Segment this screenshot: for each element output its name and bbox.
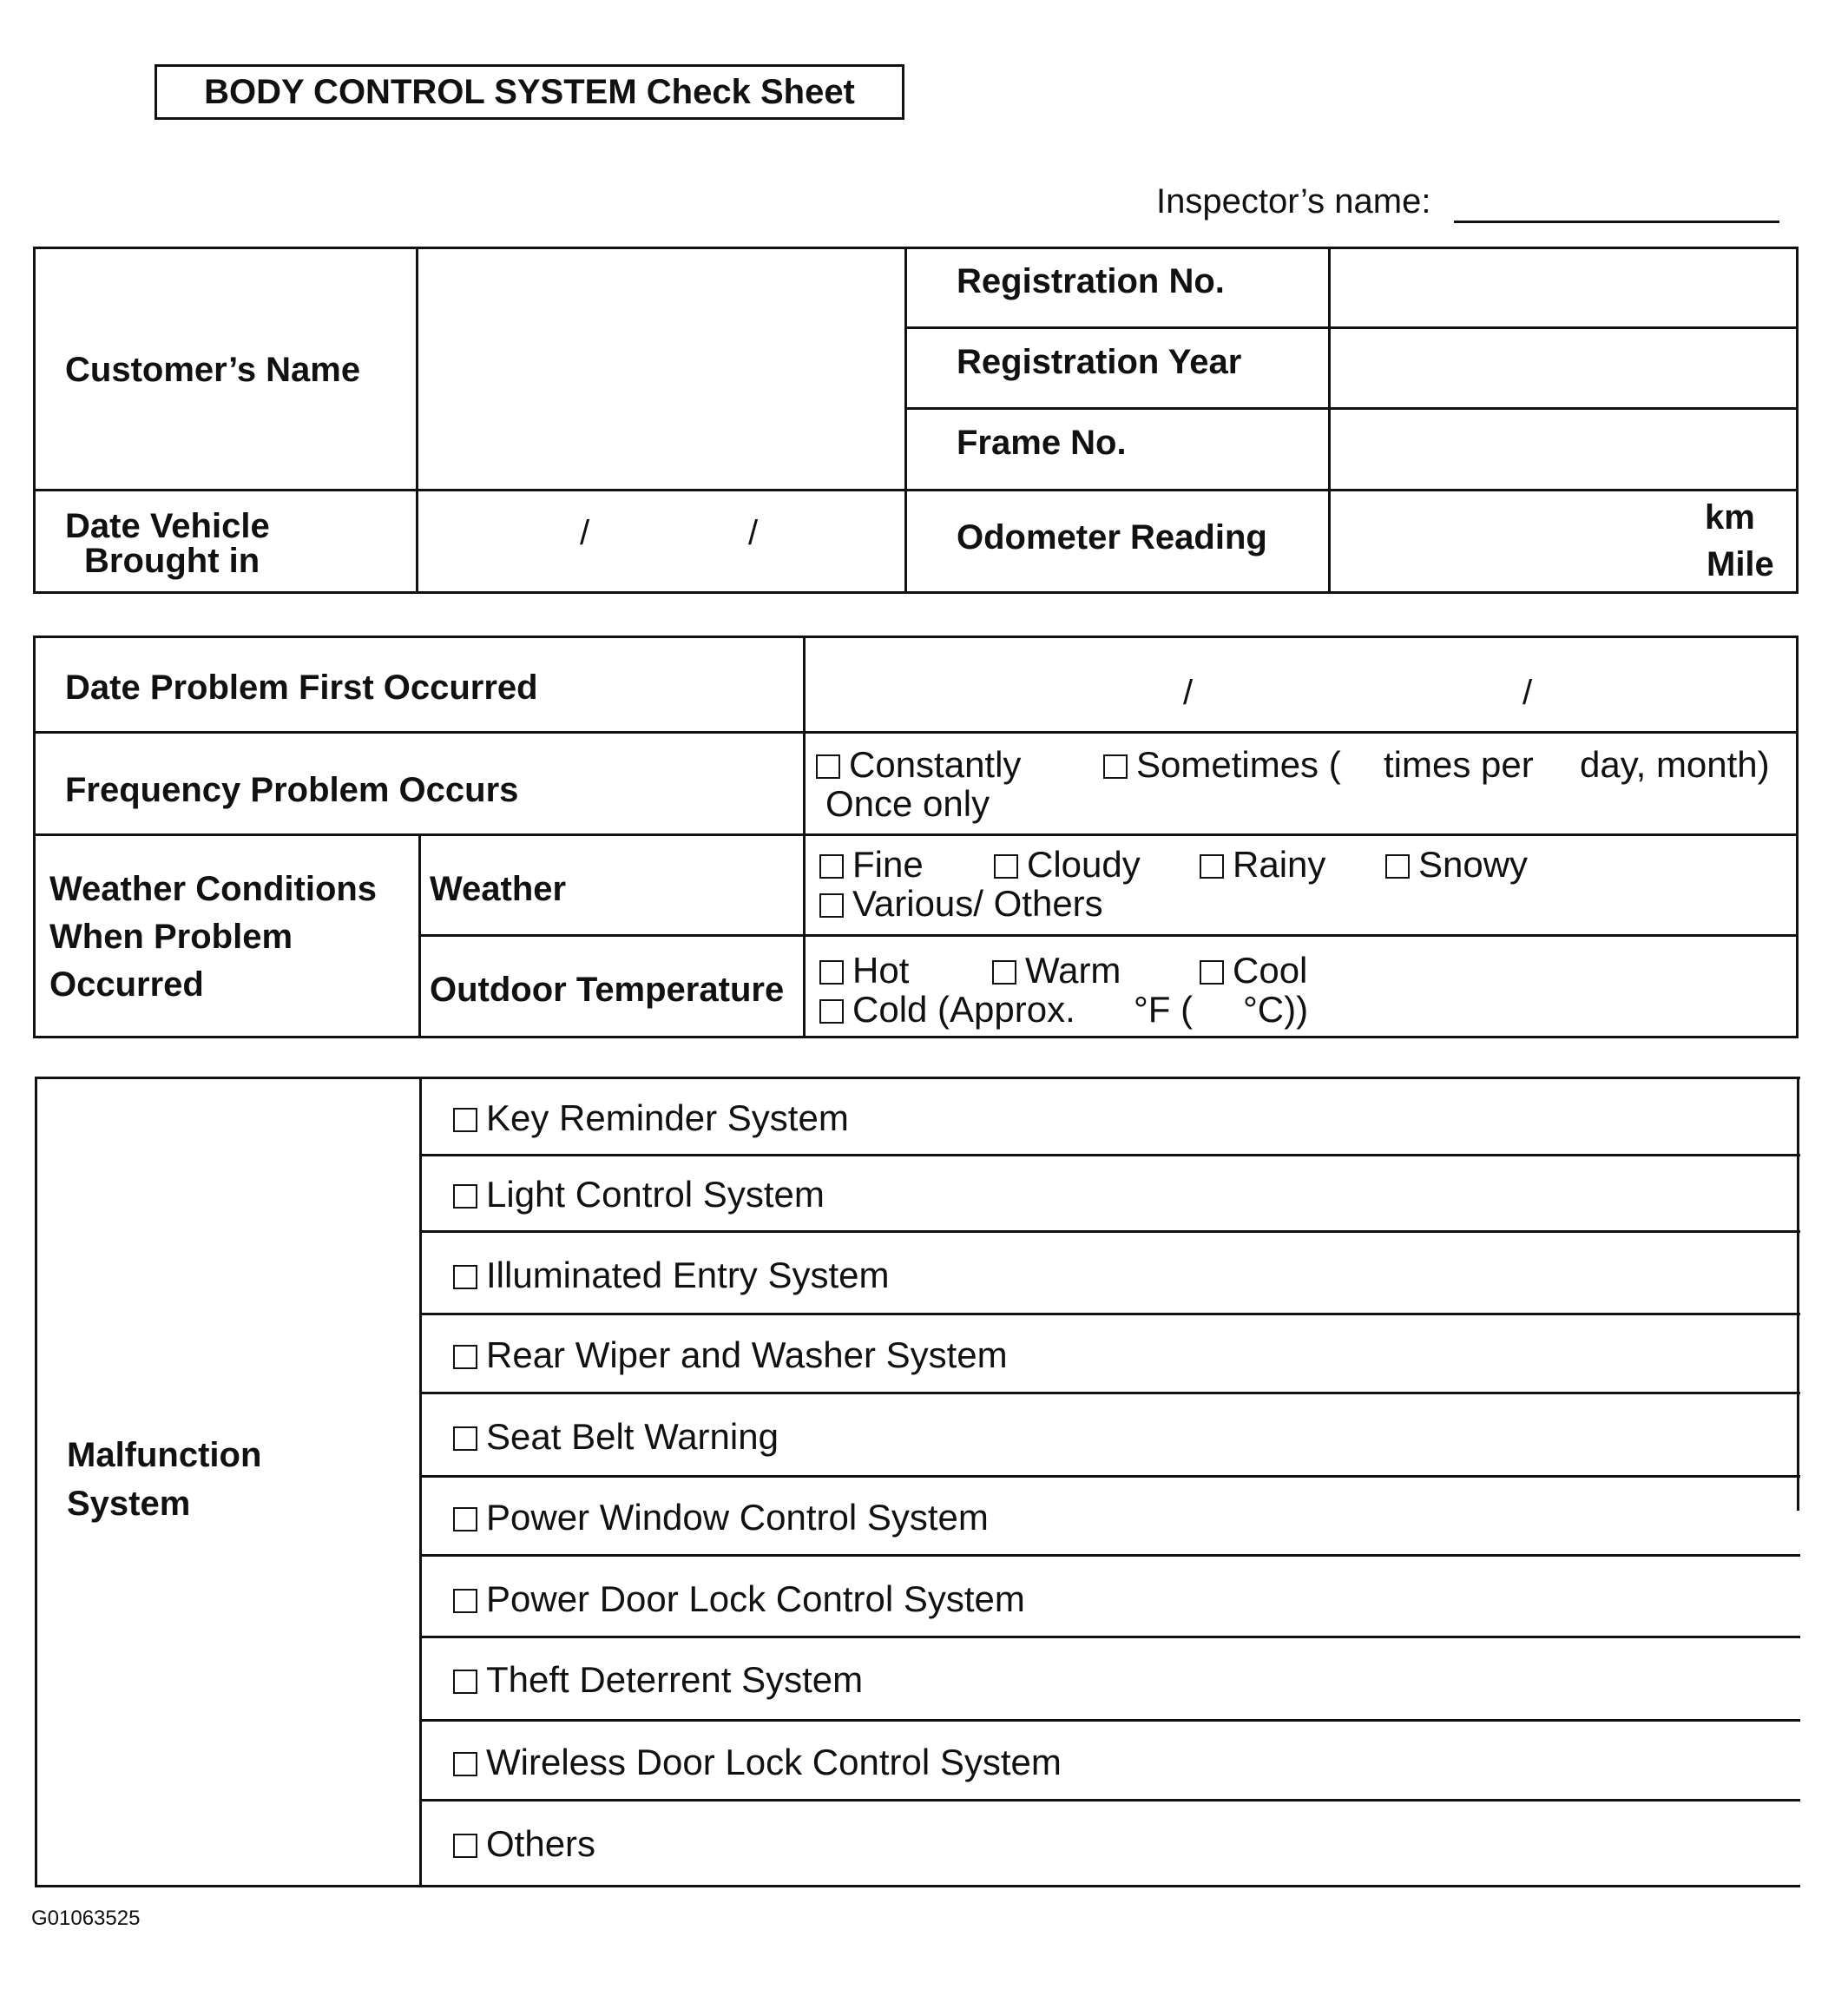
date-brought-label-line1: Date Vehicle <box>65 507 270 545</box>
date-separator: / <box>1522 674 1533 712</box>
checkbox[interactable] <box>453 1345 477 1369</box>
system-option[interactable] <box>453 1255 890 1296</box>
temp-option-label: Hot <box>852 950 910 991</box>
checkbox[interactable] <box>819 960 844 985</box>
odometer-label: Odometer Reading <box>957 518 1267 557</box>
inspector-name-field[interactable] <box>1454 221 1779 223</box>
frame-no-label: Frame No. <box>957 424 1127 462</box>
temp-cold-option[interactable] <box>819 989 1075 1031</box>
freq-sometimes-option[interactable] <box>1103 744 1341 786</box>
system-option[interactable] <box>453 1497 989 1538</box>
weather-rainy-option[interactable] <box>1200 844 1325 886</box>
date-separator: / <box>748 514 759 552</box>
weather-option-label: Fine <box>852 844 924 885</box>
weather-option-label: Snowy <box>1418 844 1529 885</box>
registration-no-label: Registration No. <box>957 262 1225 300</box>
temp-option-label: Cool <box>1233 950 1308 991</box>
system-label: Seat Belt Warning <box>486 1416 779 1457</box>
freq-constantly-option[interactable] <box>816 744 1021 786</box>
checkbox[interactable] <box>453 1265 477 1289</box>
system-option[interactable] <box>453 1334 1008 1376</box>
checkbox[interactable] <box>992 960 1016 985</box>
sheet-title: BODY CONTROL SYSTEM Check Sheet <box>155 64 904 120</box>
checkbox[interactable] <box>816 754 840 779</box>
registration-year-label: Registration Year <box>957 343 1242 381</box>
figure-code: G01063525 <box>31 1907 141 1930</box>
system-label: Power Door Lock Control System <box>486 1578 1025 1619</box>
system-label: Power Window Control System <box>486 1497 989 1538</box>
weather-label: Weather <box>430 870 567 908</box>
weather-conditions-label-line2: When Problem <box>49 918 293 956</box>
system-label: Rear Wiper and Washer System <box>486 1334 1008 1375</box>
freq-sometimes-label: Sometimes ( <box>1136 744 1341 785</box>
weather-option-label: Cloudy <box>1027 844 1141 885</box>
date-brought-label-line2: Brought in <box>84 542 260 580</box>
checkbox[interactable] <box>1385 854 1410 879</box>
checkbox[interactable] <box>453 1184 477 1209</box>
system-label: Illuminated Entry System <box>486 1255 890 1295</box>
checkbox[interactable] <box>453 1752 477 1776</box>
frequency-label: Frequency Problem Occurs <box>65 771 519 809</box>
registration-no-field[interactable] <box>1332 250 1795 325</box>
checkbox[interactable] <box>819 893 844 918</box>
system-label: Theft Deterrent System <box>486 1659 864 1700</box>
date-first-occurred-field[interactable] <box>806 639 1795 729</box>
inspector-label: Inspector’s name: <box>1156 182 1431 221</box>
outdoor-temperature-label: Outdoor Temperature <box>430 971 785 1009</box>
weather-option-label: Various/ Others <box>852 883 1103 924</box>
customer-name-field[interactable] <box>419 250 901 486</box>
checkbox[interactable] <box>453 1426 477 1451</box>
checkbox[interactable] <box>1200 960 1224 985</box>
temp-option-label: Warm <box>1025 950 1121 991</box>
checkbox[interactable] <box>453 1507 477 1531</box>
temp-hot-option[interactable] <box>819 950 909 991</box>
malfunction-label-line1: Malfunction <box>67 1436 262 1474</box>
weather-various-option[interactable] <box>819 883 1103 925</box>
customer-name-label: Customer’s Name <box>65 351 361 389</box>
checkbox[interactable] <box>819 854 844 879</box>
temp-celsius: °C)) <box>1243 989 1309 1030</box>
weather-fine-option[interactable] <box>819 844 924 886</box>
checkbox[interactable] <box>453 1108 477 1132</box>
malfunction-label-line2: System <box>67 1485 191 1523</box>
registration-year-field[interactable] <box>1332 330 1795 405</box>
system-option[interactable] <box>453 1659 863 1701</box>
checkbox[interactable] <box>1103 754 1128 779</box>
system-option[interactable] <box>453 1097 849 1139</box>
date-brought-field[interactable] <box>419 492 901 591</box>
temp-cool-option[interactable] <box>1200 950 1307 991</box>
freq-times-per: times per <box>1384 744 1534 785</box>
checkbox[interactable] <box>453 1834 477 1858</box>
freq-once-only[interactable]: Once only <box>825 783 990 824</box>
weather-snowy-option[interactable] <box>1385 844 1528 886</box>
system-option[interactable] <box>453 1174 825 1215</box>
weather-cloudy-option[interactable] <box>994 844 1141 886</box>
weather-conditions-label-line1: Weather Conditions <box>49 870 378 908</box>
checkbox[interactable] <box>453 1589 477 1613</box>
system-label: Others <box>486 1823 596 1864</box>
system-label: Wireless Door Lock Control System <box>486 1742 1062 1782</box>
system-option[interactable] <box>453 1578 1025 1620</box>
temp-cold-label: Cold (Approx. <box>852 989 1075 1030</box>
system-option[interactable] <box>453 1742 1062 1783</box>
date-separator: / <box>580 514 590 552</box>
system-label: Key Reminder System <box>486 1097 849 1138</box>
checkbox[interactable] <box>819 999 844 1024</box>
date-separator: / <box>1183 674 1194 712</box>
freq-day-month: day, month) <box>1580 744 1770 785</box>
unit-mile: Mile <box>1707 545 1774 583</box>
temp-fahrenheit: °F ( <box>1134 989 1194 1030</box>
unit-km: km <box>1705 498 1755 537</box>
checkbox[interactable] <box>1200 854 1224 879</box>
checkbox[interactable] <box>994 854 1018 879</box>
freq-constantly-label: Constantly <box>849 744 1022 785</box>
system-option[interactable] <box>453 1823 595 1865</box>
weather-conditions-label-line3: Occurred <box>49 965 204 1004</box>
weather-option-label: Rainy <box>1233 844 1326 885</box>
date-first-occurred-label: Date Problem First Occurred <box>65 669 538 707</box>
frame-no-field[interactable] <box>1332 411 1795 485</box>
temp-warm-option[interactable] <box>992 950 1121 991</box>
checkbox[interactable] <box>453 1670 477 1694</box>
system-label: Light Control System <box>486 1174 825 1215</box>
system-option[interactable] <box>453 1416 779 1458</box>
